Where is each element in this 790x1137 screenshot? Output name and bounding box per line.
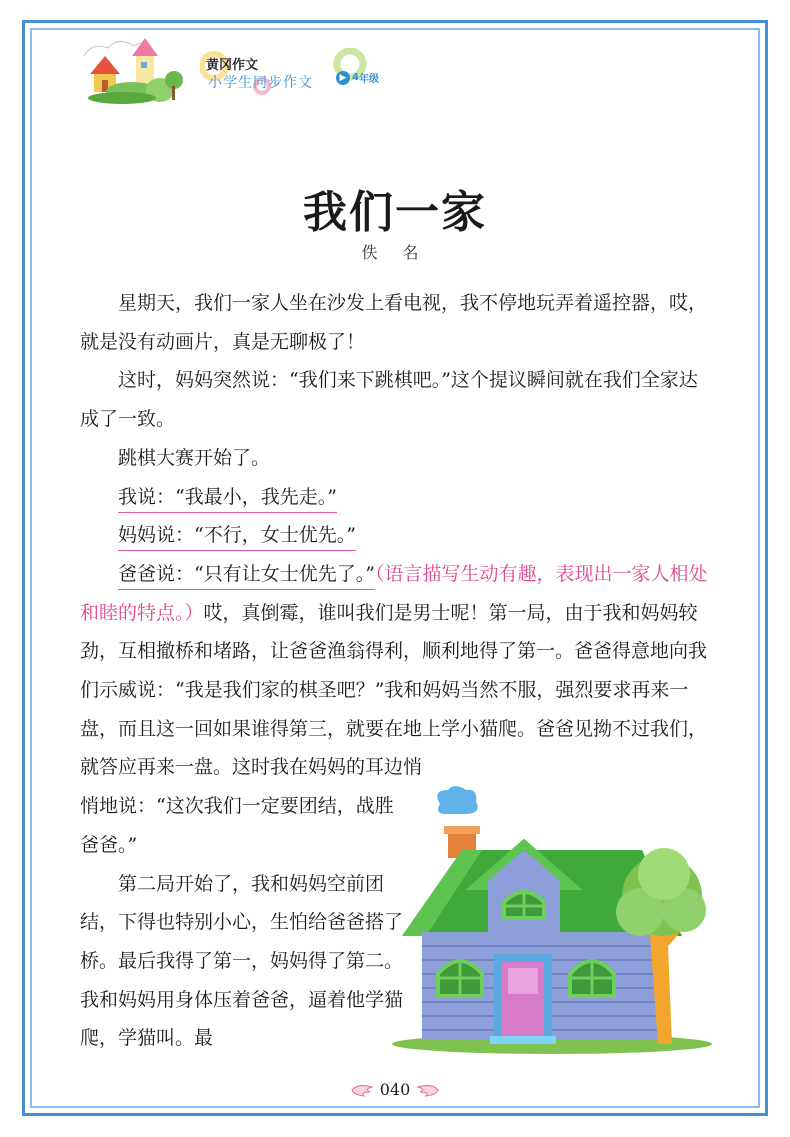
paragraph-6 <box>80 555 716 787</box>
left-wing-icon <box>350 1083 374 1097</box>
house-illustration <box>392 786 712 1054</box>
paragraph-4 <box>80 478 716 517</box>
underlined-dialogue-1: 我说：“我最小，我先走。” <box>118 486 337 513</box>
series-brand <box>200 48 400 98</box>
brand-title: 黄冈作文 <box>206 58 259 73</box>
paragraph-7: 第二局开始了，我和妈妈空前团结，下得也特别小心，生怕给爸爸搭了桥。最后我得了第一，妈妈得了第二。我和妈妈用身体压着爸爸，逼着他学猫爬，学猫叫。最 <box>80 872 404 1050</box>
article-title: 我们一家 <box>303 187 487 238</box>
article-author: 佚 名 <box>361 243 429 262</box>
play-icon: ▶ <box>336 71 350 85</box>
grade-badge <box>336 70 379 85</box>
paragraph-6-text: 哎，真倒霉，谁叫我们是男士呢！第一局，由于我和妈妈较劲，互相撤桥和堵路，让爸爸渔翁得利，顺利地得了第一。爸爸得意地向我们示威说：“我是我们家的棋圣吧？”我和妈妈当然不服，强烈要求再来一盘，而且这一回如果谁得第三，就要在地上学小猫爬。爸爸见拗不过我们，就答应再来一盘。这时我在妈妈的耳边悄 <box>80 601 708 779</box>
grade-number: 4 <box>352 72 359 83</box>
page-footer <box>0 1080 790 1099</box>
brand-subtitle: 小学生同步作文 <box>208 75 313 91</box>
underlined-dialogue-3: 爸爸说：“只有让女士优先了。” <box>118 563 375 590</box>
paragraph-6-tail: 悄地说：“这次我们一定要团结，战胜爸爸。” <box>80 795 394 856</box>
village-illustration <box>82 34 192 106</box>
grade-suffix: 年级 <box>358 74 379 85</box>
paragraph-3: 跳棋大赛开始了。 <box>118 446 271 469</box>
page-number: 040 <box>379 1080 411 1099</box>
editor-comment: （语言描写生动有趣，表现出一家人相处和睦的特点。） <box>80 562 708 624</box>
underlined-dialogue-2: 妈妈说：“不行，女士优先。” <box>118 524 356 551</box>
right-wing-icon <box>416 1083 440 1097</box>
paragraph-2: 这时，妈妈突然说：“我们来下跳棋吧。”这个提议瞬间就在我们全家达成了一致。 <box>80 369 698 431</box>
paragraph-5 <box>80 516 716 555</box>
paragraph-1: 星期天，我们一家人坐在沙发上看电视，我不停地玩弄着遥控器，哎，就是没有动画片，真是无聊极了！ <box>80 292 708 353</box>
